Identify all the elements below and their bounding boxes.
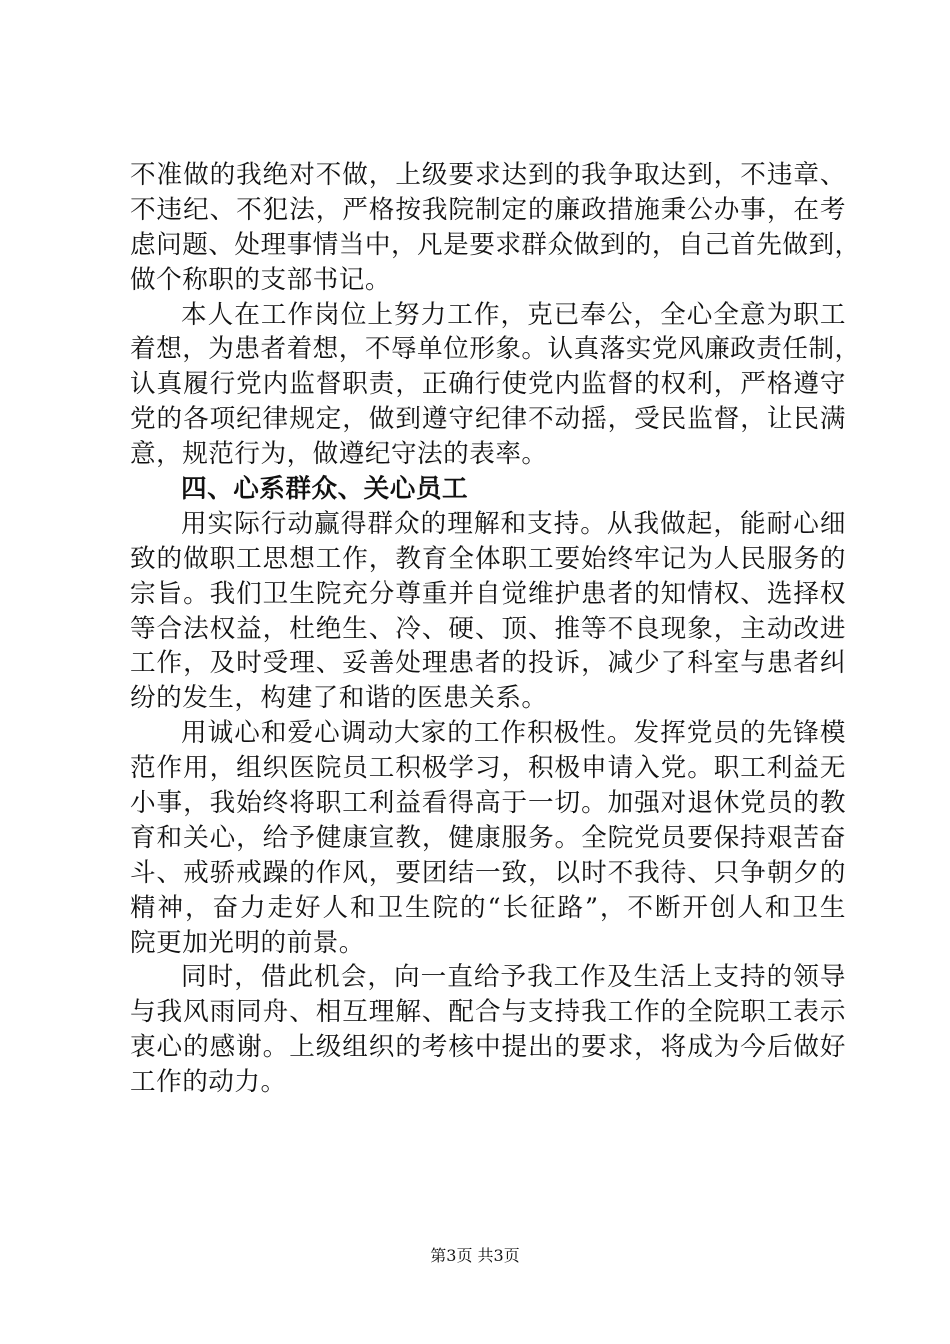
text-line: 斗、戒骄戒躁的作风，要团结一致，以时不我待、只争朝夕的 [130,857,846,888]
text-line: 党的各项纪律规定，做到遵守纪律不动摇，受民监督，让民满 [130,404,846,435]
text-line: 工作，及时受理、妥善处理患者的投诉，减少了科室与患者纠 [130,648,846,679]
text-line: 宗旨。我们卫生院充分尊重并自觉维护患者的知情权、选择权 [130,578,846,609]
text-line: 用实际行动赢得群众的理解和支持。从我做起，能耐心细 [181,508,846,539]
text-line: 工作的动力。 [130,1067,287,1098]
paragraph [130,716,846,960]
paragraph [130,298,861,472]
text-line: 虑问题、处理事情当中，凡是要求群众做到的，自己首先做到， [130,229,861,260]
text-line: 纷的发生，构建了和谐的医患关系。 [130,683,548,714]
paragraph [130,507,846,716]
paragraph [130,158,861,298]
paragraph [130,960,846,1100]
text-line: 做个称职的支部书记。 [130,264,391,295]
section-heading: 四、心系群众、关心员工 [181,474,469,505]
text-line: 育和关心，给予健康宣教，健康服务。全院党员要保持艰苦奋 [130,822,846,853]
text-line: 范作用，组织医院员工积极学习，积极申请入党。职工利益无 [130,753,846,784]
text-line: 与我风雨同舟、相互理解、配合与支持我工作的全院职工表示 [130,997,846,1028]
text-line: 同时，借此机会，向一直给予我工作及生活上支持的领导 [181,962,846,993]
text-line: 院更加光明的前景。 [130,927,365,958]
document-body [130,158,861,1100]
text-line: 致的做职工思想工作，教育全体职工要始终牢记为人民服务的 [130,543,846,574]
page-number-footer: 第3页 共3页 [430,1246,520,1265]
text-line: 着想，为患者着想，不辱单位形象。认真落实党风廉政责任制， [130,334,861,365]
text-line: 不准做的我绝对不做，上级要求达到的我争取达到，不违章、 [130,160,846,190]
text-line: 本人在工作岗位上努力工作，克已奉公，全心全意为职工 [181,299,846,330]
text-line: 认真履行党内监督职责，正确行使党内监督的权利，严格遵守 [130,369,846,400]
text-line: 小事，我始终将职工利益看得高于一切。加强对退休党员的教 [130,788,846,819]
text-line: 用诚心和爱心调动大家的工作积极性。发挥党员的先锋模 [181,718,846,749]
text-line: 意，规范行为，做遵纪守法的表率。 [130,439,548,470]
text-line: 精神，奋力走好人和卫生院的“长征路”，不断开创人和卫生 [130,892,846,923]
text-line: 不违纪、不犯法，严格按我院制定的廉政措施秉公办事，在考 [130,194,846,225]
text-line: 衷心的感谢。上级组织的考核中提出的要求，将成为今后做好 [130,1032,846,1063]
text-line: 等合法权益，杜绝生、冷、硬、顶、推等不良现象，主动改进 [130,613,846,644]
